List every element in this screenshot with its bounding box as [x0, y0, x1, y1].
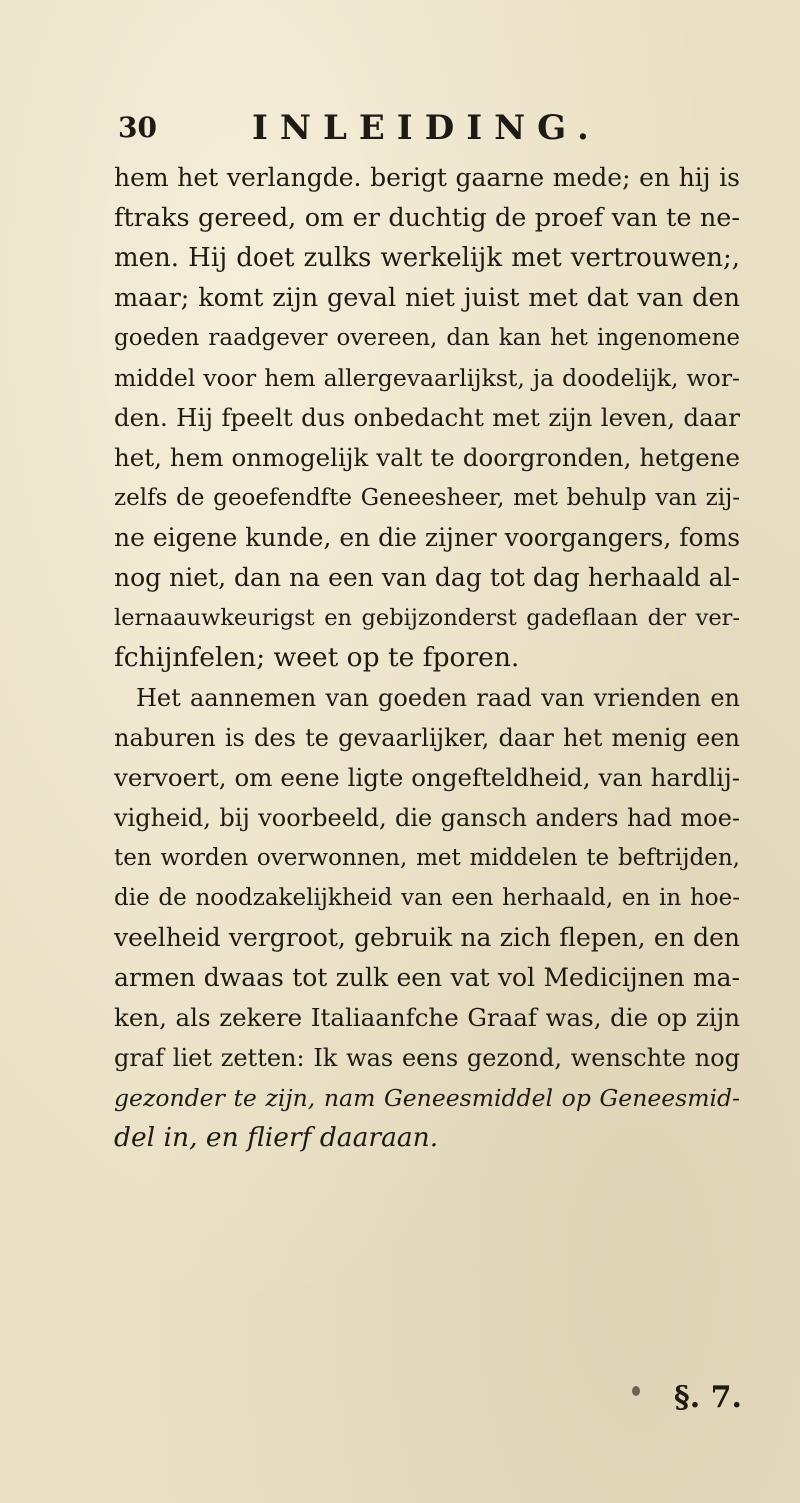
paragraph-2: [114, 678, 740, 1158]
text-line: goeden raadgever overeen, dan kan het ingenomene: [114, 325, 740, 351]
paragraph-1: [114, 158, 740, 678]
page-number: 30: [118, 111, 157, 144]
text-line: die de noodzakelijkheid van een herhaald, en in hoe-: [114, 885, 740, 911]
text-line: ken, als zekere Italiaanfche Graaf was, die op zijn: [114, 1003, 740, 1032]
text-line: armen dwaas tot zulk een vat vol Medicijnen ma-: [114, 963, 740, 992]
text-line: naburen is des te gevaarlijker, daar het menig een: [114, 724, 740, 752]
running-title: INLEIDING.: [252, 108, 601, 148]
text-line: het, hem onmogelijk valt te doorgronden, hetgene: [114, 443, 740, 472]
ink-smudge: [632, 1386, 640, 1396]
text-line: nog niet, dan na een van dag tot dag herhaald al-: [114, 563, 740, 592]
text-line: gezonder te zijn, nam Geneesmiddel op Geneesmid-: [114, 1084, 740, 1112]
body-text: [114, 158, 740, 1158]
text-line: zelfs de geoefendfte Geneesheer, met behulp van zij-: [114, 485, 740, 511]
text-line: vervoert, om eene ligte ongefteldheid, van hardlij-: [114, 763, 740, 792]
text-line: ftraks gereed, om er duchtig de proef van te ne-: [114, 203, 740, 233]
text-line: del in, en flierf daaraan.: [114, 1122, 439, 1153]
text-line: maar; komt zijn geval niet juist met dat van den: [114, 283, 740, 313]
text-line: ten worden overwonnen, met middelen te beftrijden,: [114, 845, 740, 871]
text-line: ne eigene kunde, en die zijner voorgangers, foms: [114, 523, 741, 552]
text-line: hem het verlangde. berigt gaarne mede; en hij is: [114, 163, 740, 192]
text-line: graf liet zetten: Ik was eens gezond, wenschte nog: [114, 1044, 740, 1072]
text-line: middel voor hem allergevaarlijkst, ja doodelijk, wor-: [114, 364, 740, 392]
text-line: fchijnfelen; weet op te fporen.: [114, 642, 520, 673]
text-line: men. Hij doet zulks werkelijk met vertrouwen;,: [114, 243, 740, 273]
text-line: Het aannemen van goeden raad van vrienden en: [136, 684, 740, 712]
text-line: veelheid vergroot, gebruik na zich flepen, en den: [114, 923, 740, 952]
text-line: lernaauwkeurigst en gebijzonderst gadeflaan der ver-: [114, 605, 740, 631]
page-header: [0, 108, 800, 148]
text-line: vigheid, bij voorbeeld, die gansch anders had moe-: [114, 804, 740, 832]
text-line: den. Hij fpeelt dus onbedacht met zijn leven, daar: [114, 403, 740, 432]
catchword: §. 7.: [674, 1380, 742, 1415]
